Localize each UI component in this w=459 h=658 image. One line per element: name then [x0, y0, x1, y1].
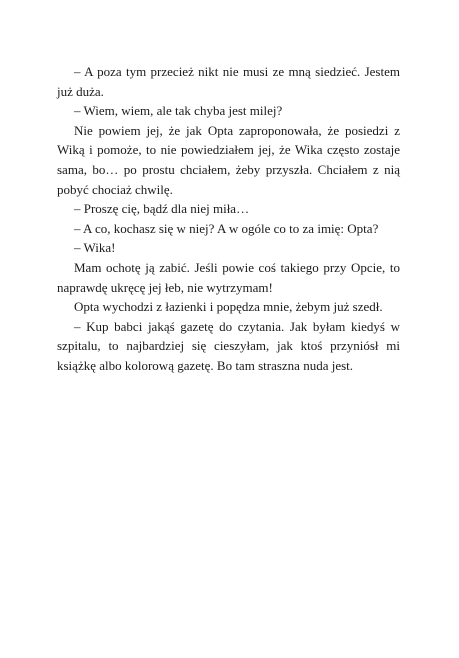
paragraph-5: – A co, kochasz się w niej? A w ogóle co to za imię: Opta? [74, 220, 379, 236]
paragraph-8: Opta wychodzi z łazienki i popędza mnie, żebym już szedł. [74, 299, 383, 315]
paragraph-3: Nie powiem jej, że jak Opta zaproponowała, że posiedzi z Wiką i pomoże, to nie powiedziałem jej, że Wika często zostaje sama, bo… po prostu chciałem, żeby przyszła. Chciałem z nią pobyć chociaż chwilę. [57, 122, 400, 197]
body-text [57, 62, 400, 376]
paragraph-6: – Wika! [74, 240, 116, 256]
paragraph-7: Mam ochotę ją zabić. Jeśli powie coś takiego przy Opcie, to naprawdę ukręcę jej łeb, nie wytrzymam! [57, 259, 400, 295]
paragraph-2: – Wiem, wiem, ale tak chyba jest milej? [74, 103, 283, 119]
paragraph-4: – Proszę cię, bądź dla niej miła… [74, 201, 250, 217]
paragraph-9: – Kup babci jakąś gazetę do czytania. Jak byłam kiedyś w szpitalu, to najbardziej się cieszyłam, jak ktoś przyniósł mi książkę albo kolorową gazetę. Bo tam straszna nuda jest. [57, 318, 400, 373]
paragraph-1: – A poza tym przecież nikt nie musi ze mną siedzieć. Jestem już duża. [57, 64, 400, 99]
